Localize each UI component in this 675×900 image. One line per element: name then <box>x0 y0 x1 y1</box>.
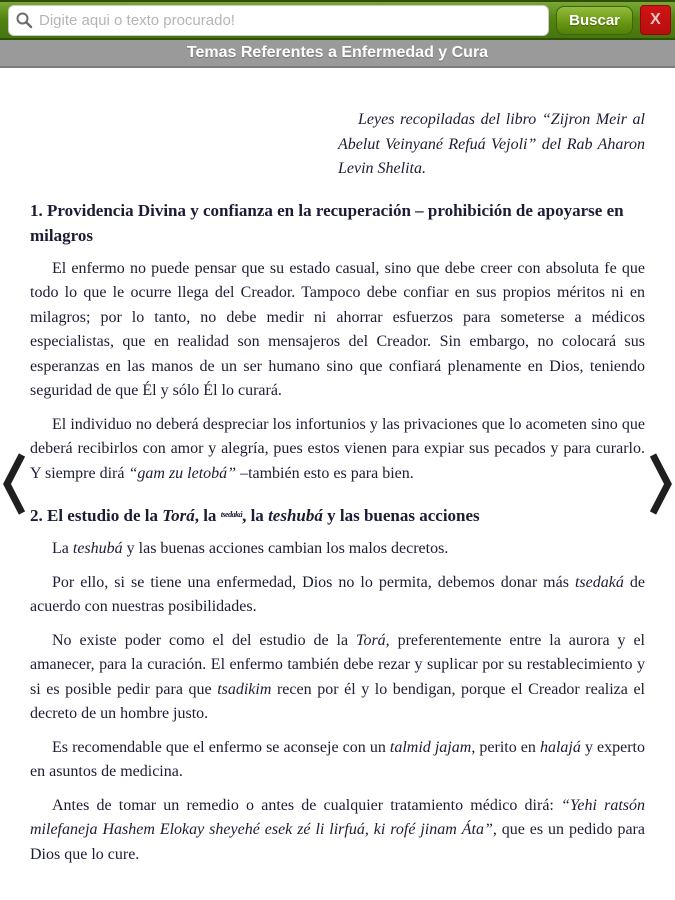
text-segment: teshubá <box>72 540 123 557</box>
prev-page-arrow[interactable] <box>1 450 27 518</box>
text-segment: –también esto es para bien. <box>236 464 414 482</box>
text-segment: Torá <box>162 506 195 525</box>
text-segment: tsadikim <box>217 680 272 698</box>
text-segment: Leyes recopiladas del libro “Zijron Meir al Abelut Veinyané Refuá Vejoli” del Rab Aharon Levin Shelita. <box>338 111 645 177</box>
text-segment: y las buenas acciones <box>322 506 480 525</box>
search-button[interactable]: Buscar <box>556 6 633 35</box>
document-blocks <box>30 198 645 868</box>
text-segment: “gam zu letobá” <box>128 464 237 482</box>
text-segment: preferentemente entre la aurora y el amanecer, para la curación. El enfermo también debe rezar y suplicar por su restablecimiento y si es posible pedir para que <box>30 631 646 698</box>
text-segment: La <box>52 540 73 557</box>
text-segment: No existe poder como el del estudio de la <box>52 631 357 649</box>
text-segment: Por ello, si se tiene una enfermedad, Dios no lo permita, debemos donar más <box>52 573 575 591</box>
paragraph <box>30 413 645 487</box>
text-segment: , que es un pedido para Dios que lo cure. <box>30 821 645 863</box>
search-input[interactable] <box>8 5 549 36</box>
chevron-right-icon <box>648 450 674 518</box>
text-segment: teshubá <box>268 506 323 525</box>
text-segment: tsedaká <box>220 510 243 519</box>
text-segment: 1. Providencia Divina y confianza en la recuperación – prohibición de apoyarse en milagros <box>30 200 624 245</box>
paragraph <box>30 629 645 727</box>
chevron-left-icon <box>1 450 27 518</box>
page-title-bar <box>0 40 675 68</box>
text-segment: tsedaká <box>574 573 624 591</box>
text-segment: Es recomendable que el enfermo se aconseje con un <box>52 738 390 756</box>
text-segment: y las buenas acciones cambian los malos decretos. <box>122 540 449 557</box>
search-input-wrap <box>8 5 549 36</box>
text-segment: “Yehi ratsón milefaneja Hashem Elokay sheyehé esek zé li lirfuá, ki rofé jinam Áta” <box>30 796 645 838</box>
text-segment: , la <box>242 506 269 525</box>
paragraph <box>30 537 645 562</box>
next-page-arrow[interactable] <box>648 450 674 518</box>
page-title: Temas Referentes a Enfermedad y Cura <box>186 44 489 61</box>
section-heading <box>30 502 645 528</box>
text-segment: halajá <box>539 738 581 756</box>
text-segment: , perito en <box>471 738 540 756</box>
close-button[interactable]: X <box>640 5 671 35</box>
text-segment: Torá, <box>356 631 390 649</box>
text-segment: El enfermo no puede pensar que su estado casual, sino que debe creer con absoluta fe que todo lo que le ocurre llega del Creador. Tampoco debe confiar en sus propios méritos ni en milagros; por lo tanto, no debe medir ni ahorrar esfuerzos para someterse a médicos especialistas, que en realidad son mensajeros del Creador. Sin embargo, no colocará sus esperanzas en las manos de un ser humano sino que confiará plenamente en Dios, teniendo seguridad de que Él y sólo Él lo curará. <box>30 259 645 399</box>
search-toolbar <box>0 0 675 40</box>
paragraph <box>30 736 645 785</box>
paragraph <box>30 794 645 868</box>
text-segment: 2. El estudio de la <box>30 506 163 525</box>
text-segment: recen por él y lo bendigan, porque el Creador realiza el decreto de un hombre justo. <box>30 680 646 722</box>
document-content <box>0 68 675 900</box>
paragraph <box>30 257 645 404</box>
text-segment: talmid jajam <box>389 738 472 756</box>
text-segment: El individuo no deberá despreciar los infortunios y las privaciones que lo acometen sino que deberá recibirlos con amor y alegría, pues estos vienen para expiar sus pecados y para curarlo. Y siempre dirá <box>30 415 645 482</box>
text-segment: Antes de tomar un remedio o antes de cualquier tratamiento médico dirá: <box>52 796 562 814</box>
text-segment: y experto en asuntos de medicina. <box>30 738 645 780</box>
paragraph <box>30 571 645 620</box>
text-segment: , la <box>194 506 221 525</box>
intro-citation <box>338 108 645 182</box>
text-segment: de acuerdo con nuestras posibilidades. <box>30 573 645 615</box>
section-heading <box>30 198 645 248</box>
